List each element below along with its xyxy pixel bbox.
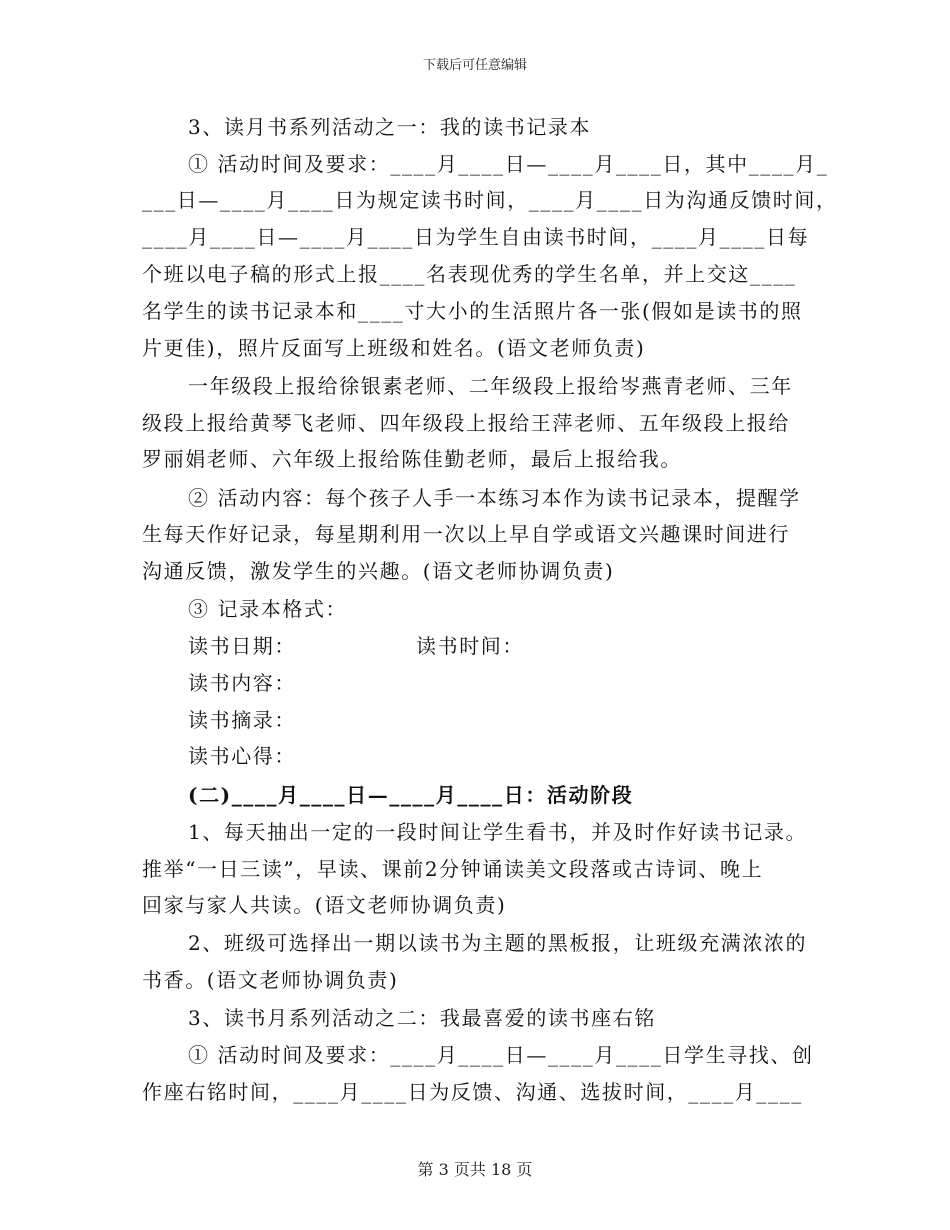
paragraph-line: 名学生的读书记录本和____寸大小的生活照片各一张(假如是读书的照 xyxy=(142,299,803,323)
page-footer: 第 3 页共 18 页 xyxy=(417,1160,533,1179)
reading-notes-label: 读书心得： xyxy=(188,744,296,768)
record-format-row xyxy=(188,636,858,656)
reading-excerpt-label: 读书摘录： xyxy=(188,708,296,732)
paragraph-line: 书香。(语文老师协调负责) xyxy=(142,968,399,992)
paragraph-line: 推举“一日三读”，早读、课前2分钟诵读美文段落或古诗词、晚上 xyxy=(142,857,764,881)
paragraph-line: ① 活动时间及要求：____月____日—____月____日学生寻找、创 xyxy=(188,1043,814,1067)
reading-time-label: 读书时间： xyxy=(416,634,524,658)
section-heading-bold: (二)____月____日—____月____日：活动阶段 xyxy=(188,783,634,807)
paragraph-line: 一年级段上报给徐银素老师、二年级段上报给岑燕青老师、三年 xyxy=(188,374,793,398)
paragraph-line: 罗丽娟老师、六年级上报给陈佳勤老师，最后上报给我。 xyxy=(142,447,682,471)
paragraph-line: 个班以电子稿的形式上报____名表现优秀的学生名单，并上交这____ xyxy=(142,262,797,286)
paragraph-line: ① 活动时间及要求：____月____日—____月____日，其中____月_ xyxy=(188,152,829,176)
paragraph-line: 生每天作好记录，每星期利用一次以上早自学或语文兴趣课时间进行 xyxy=(142,522,790,546)
paragraph-line: 级段上报给黄琴飞老师、四年级段上报给王萍老师、五年级段上报给 xyxy=(142,411,790,435)
paragraph-line: 回家与家人共读。(语文老师协调负责) xyxy=(142,893,507,917)
page-header: 下载后可任意编辑 xyxy=(422,58,527,73)
paragraph-line: ___日—____月____日为规定读书时间，____月____日为沟通反馈时间， xyxy=(142,188,838,212)
paragraph-line: 2、班级可选择出一期以读书为主题的黑板报，让班级充满浓浓的 xyxy=(188,931,808,955)
paragraph-line: ② 活动内容：每个孩子人手一本练习本作为读书记录本，提醒学 xyxy=(188,486,801,510)
paragraph-line: ③ 记录本格式： xyxy=(188,597,348,621)
section-heading: 3、读书月系列活动之二：我最喜爱的读书座右铭 xyxy=(188,1006,656,1030)
paragraph-line: 作座右铭时间，____月____日为反馈、沟通、选拔时间，____月____ xyxy=(142,1080,803,1104)
reading-date-label: 读书日期： xyxy=(188,634,296,658)
paragraph-line: ____月____日—____月____日为学生自由读书时间，____月____日每 xyxy=(142,225,810,249)
section-heading: 3、读月书系列活动之一：我的读书记录本 xyxy=(188,115,592,139)
paragraph-line: 沟通反馈，激发学生的兴趣。(语文老师协调负责) xyxy=(142,559,615,583)
reading-content-label: 读书内容： xyxy=(188,671,296,695)
paragraph-line: 片更佳)，照片反面写上班级和姓名。(语文老师负责) xyxy=(142,336,646,360)
paragraph-line: 1、每天抽出一定的一段时间让学生看书，并及时作好读书记录。 xyxy=(188,820,808,844)
